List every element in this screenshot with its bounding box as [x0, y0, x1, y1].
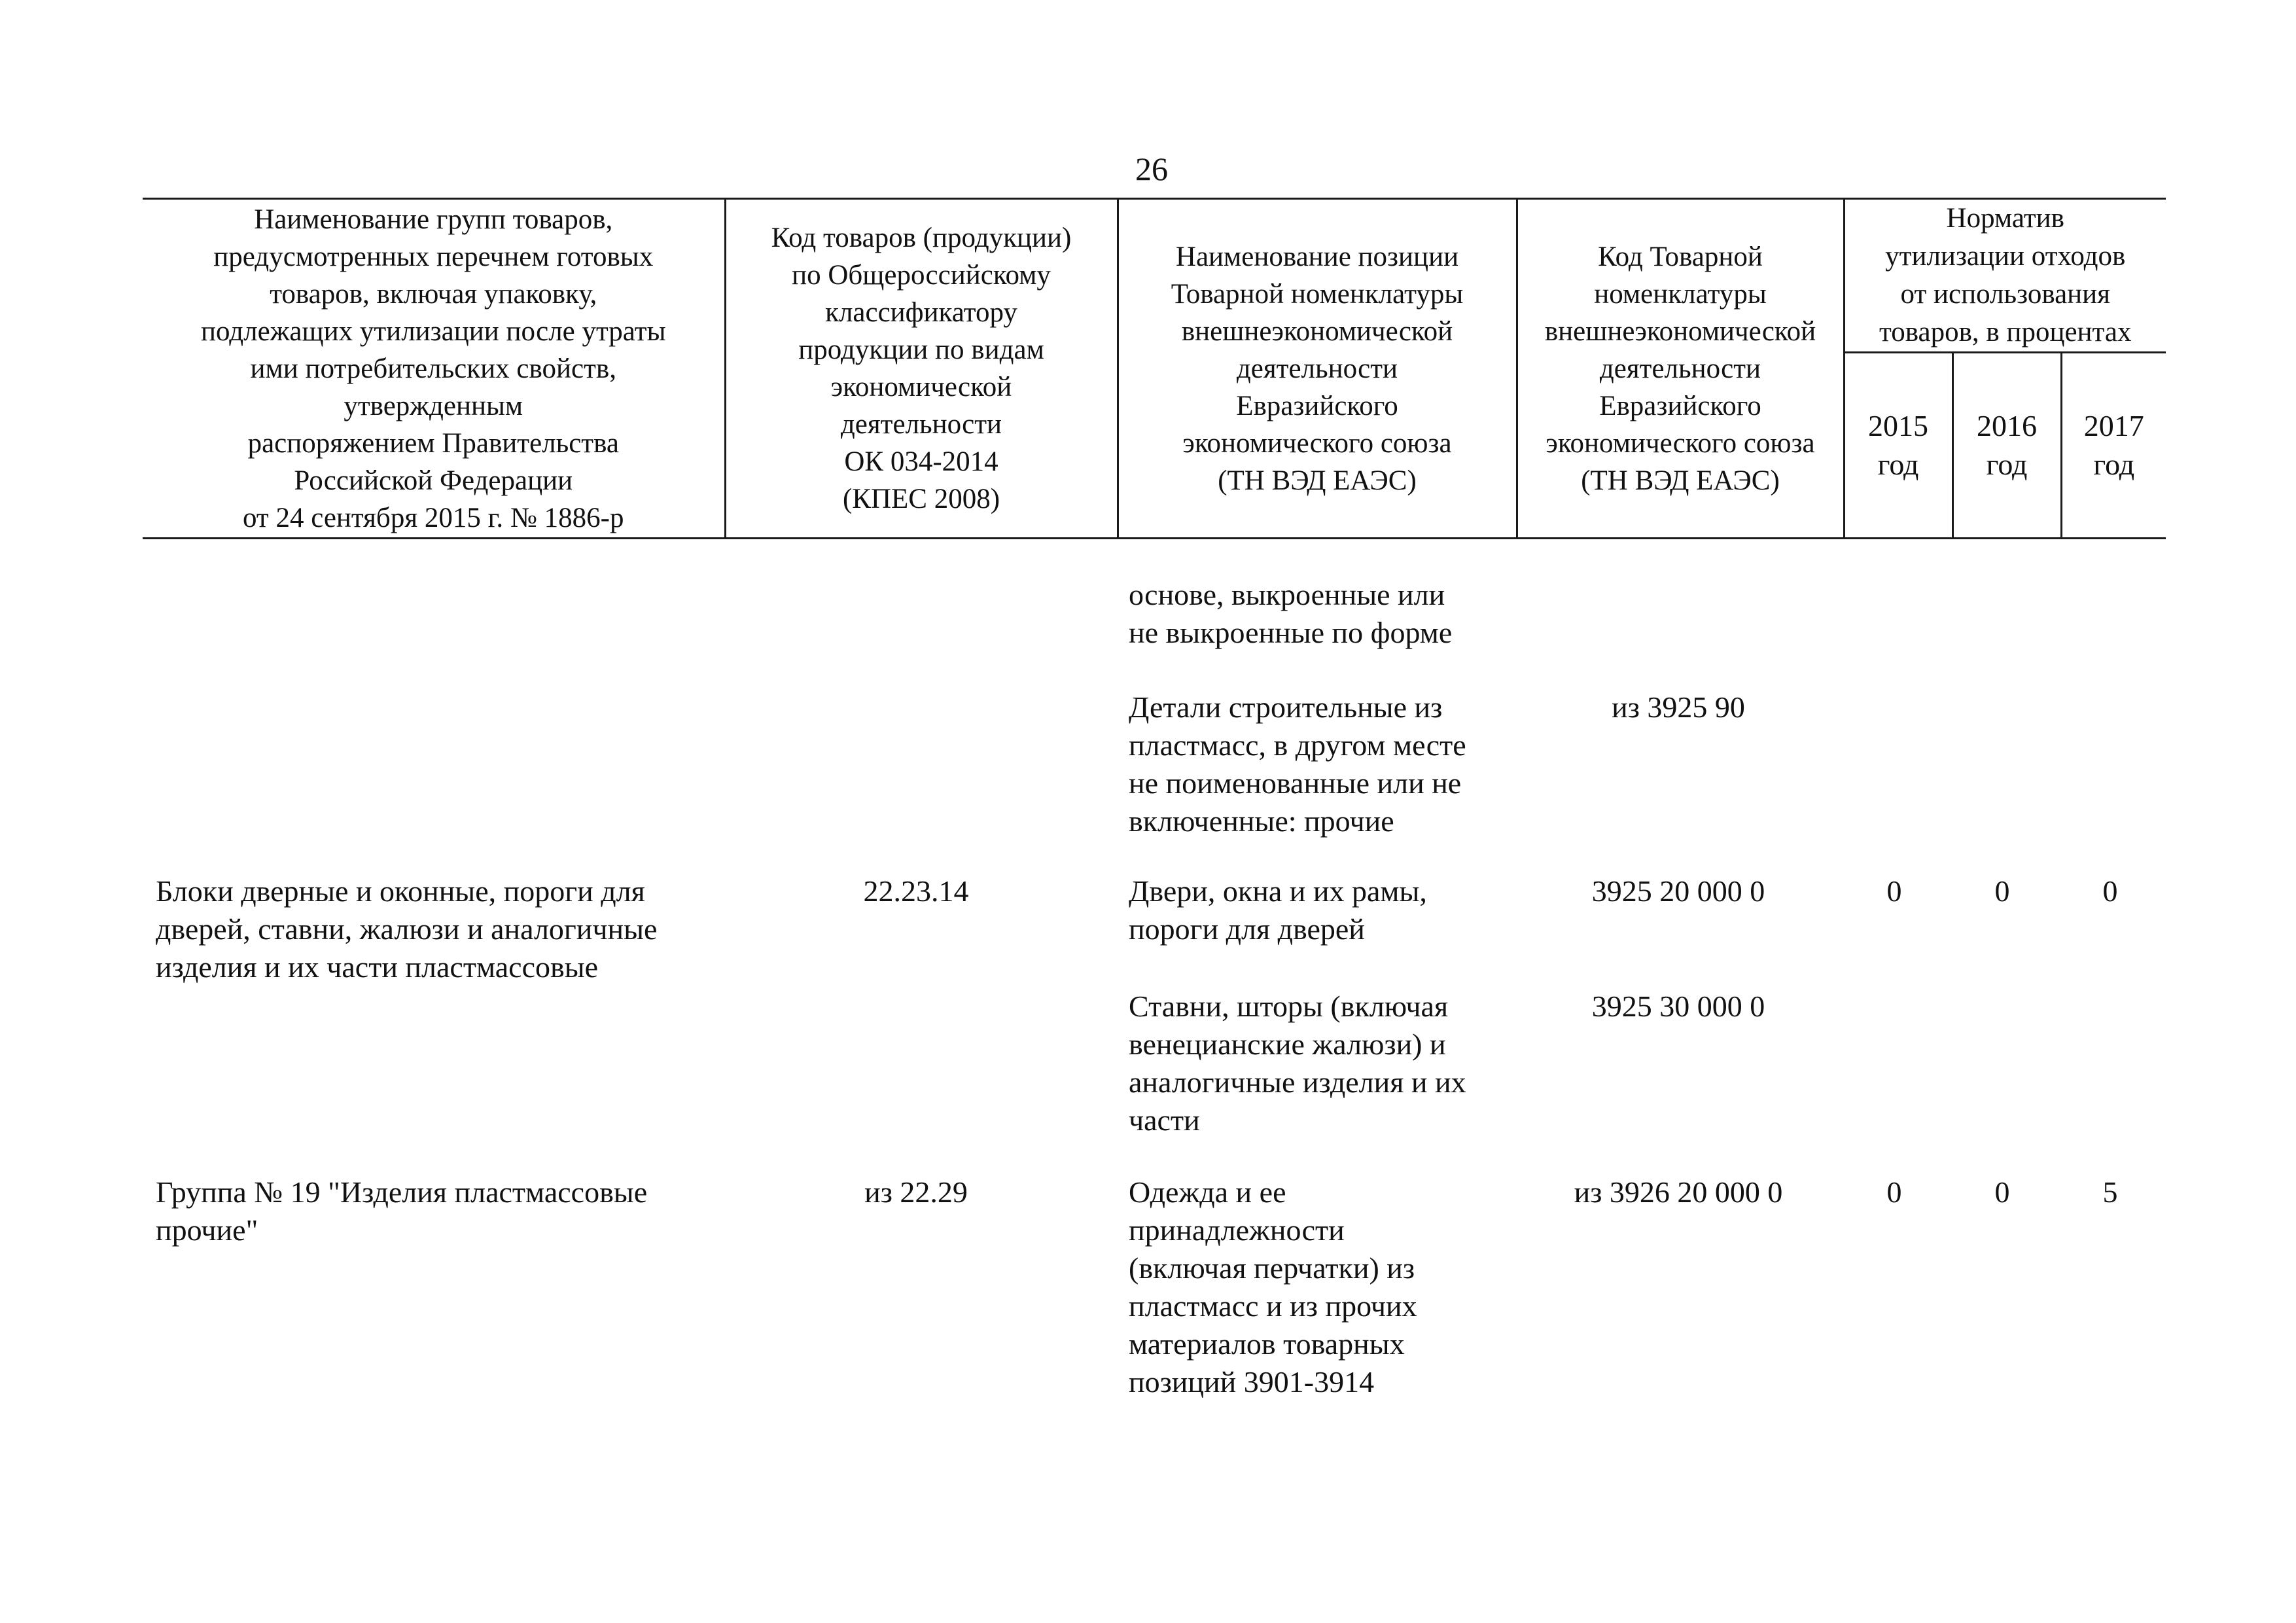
- header-tnved-name: Наименование позиции Товарной номенклатуры внешнеэкономической деятельности Евразийского экономического союза (ТН ВЭД ЕАЭС): [1118, 199, 1517, 539]
- header-tnved-code: Код Товарной номенклатуры внешнеэкономической деятельности Евразийского экономического союза (ТН ВЭД ЕАЭС): [1517, 199, 1844, 539]
- header-year-2017: 2017 год: [2061, 353, 2166, 539]
- row-tnved-code: 3925 30 000 0: [1591, 990, 1765, 1023]
- row-group-name: Группа № 19 "Изделия пластмассовые прочие": [156, 1175, 648, 1247]
- row-position-name: Двери, окна и их рамы, пороги для дверей: [1129, 874, 1427, 946]
- header-okpd-code: Код товаров (продукции) по Общероссийскому классификатору продукции по видам экономической деятельности ОК 034-2014 (КПЕС 2008): [725, 199, 1118, 539]
- row-norm-2016: 0: [1994, 874, 2010, 908]
- row-position-name: основе, выкроенные или не выкроенные по форме: [1129, 578, 1453, 649]
- row-group-name: Блоки дверные и оконные, пороги для дверей, ставни, жалюзи и аналогичные изделия и их части пластмассовые: [156, 874, 658, 984]
- header-group-name: Наименование групп товаров, предусмотренных перечнем готовых товаров, включая упаковку, подлежащих утилизации после утраты ими потребительских свойств, утвержденным распоряжением Правительства Российской Федерации от 24 сентября 2015 г. № 1886-р: [143, 199, 725, 539]
- page-number: 26: [1135, 151, 1168, 187]
- row-tnved-code: из 3926 20 000 0: [1574, 1175, 1783, 1209]
- row-okpd-code: 22.23.14: [863, 874, 969, 908]
- row-okpd-code: из 22.29: [864, 1175, 968, 1209]
- table-header: [143, 198, 2166, 539]
- row-position-name: Детали строительные из пластмасс, в другом месте не поименованные или не включенные: прочие: [1129, 690, 1466, 838]
- row-norm-2017: 0: [2102, 874, 2118, 908]
- row-norm-2015: 0: [1886, 874, 1902, 908]
- row-tnved-code: 3925 20 000 0: [1591, 874, 1765, 908]
- row-norm-2017: 5: [2102, 1175, 2118, 1209]
- row-position-name: Ставни, шторы (включая венецианские жалюзи) и аналогичные изделия и их части: [1129, 990, 1466, 1137]
- row-tnved-code: из 3925 90: [1612, 690, 1745, 724]
- header-year-2015: 2015 год: [1844, 353, 1952, 539]
- header-year-2016: 2016 год: [1952, 353, 2061, 539]
- row-norm-2015: 0: [1886, 1175, 1902, 1209]
- row-position-name: Одежда и ее принадлежности (включая перчатки) из пластмасс и из прочих материалов товарных позиций 3901-3914: [1129, 1175, 1417, 1399]
- header-norm: Норматив утилизации отходов от использования товаров, в процентах: [1844, 199, 2166, 353]
- row-norm-2016: 0: [1994, 1175, 2010, 1209]
